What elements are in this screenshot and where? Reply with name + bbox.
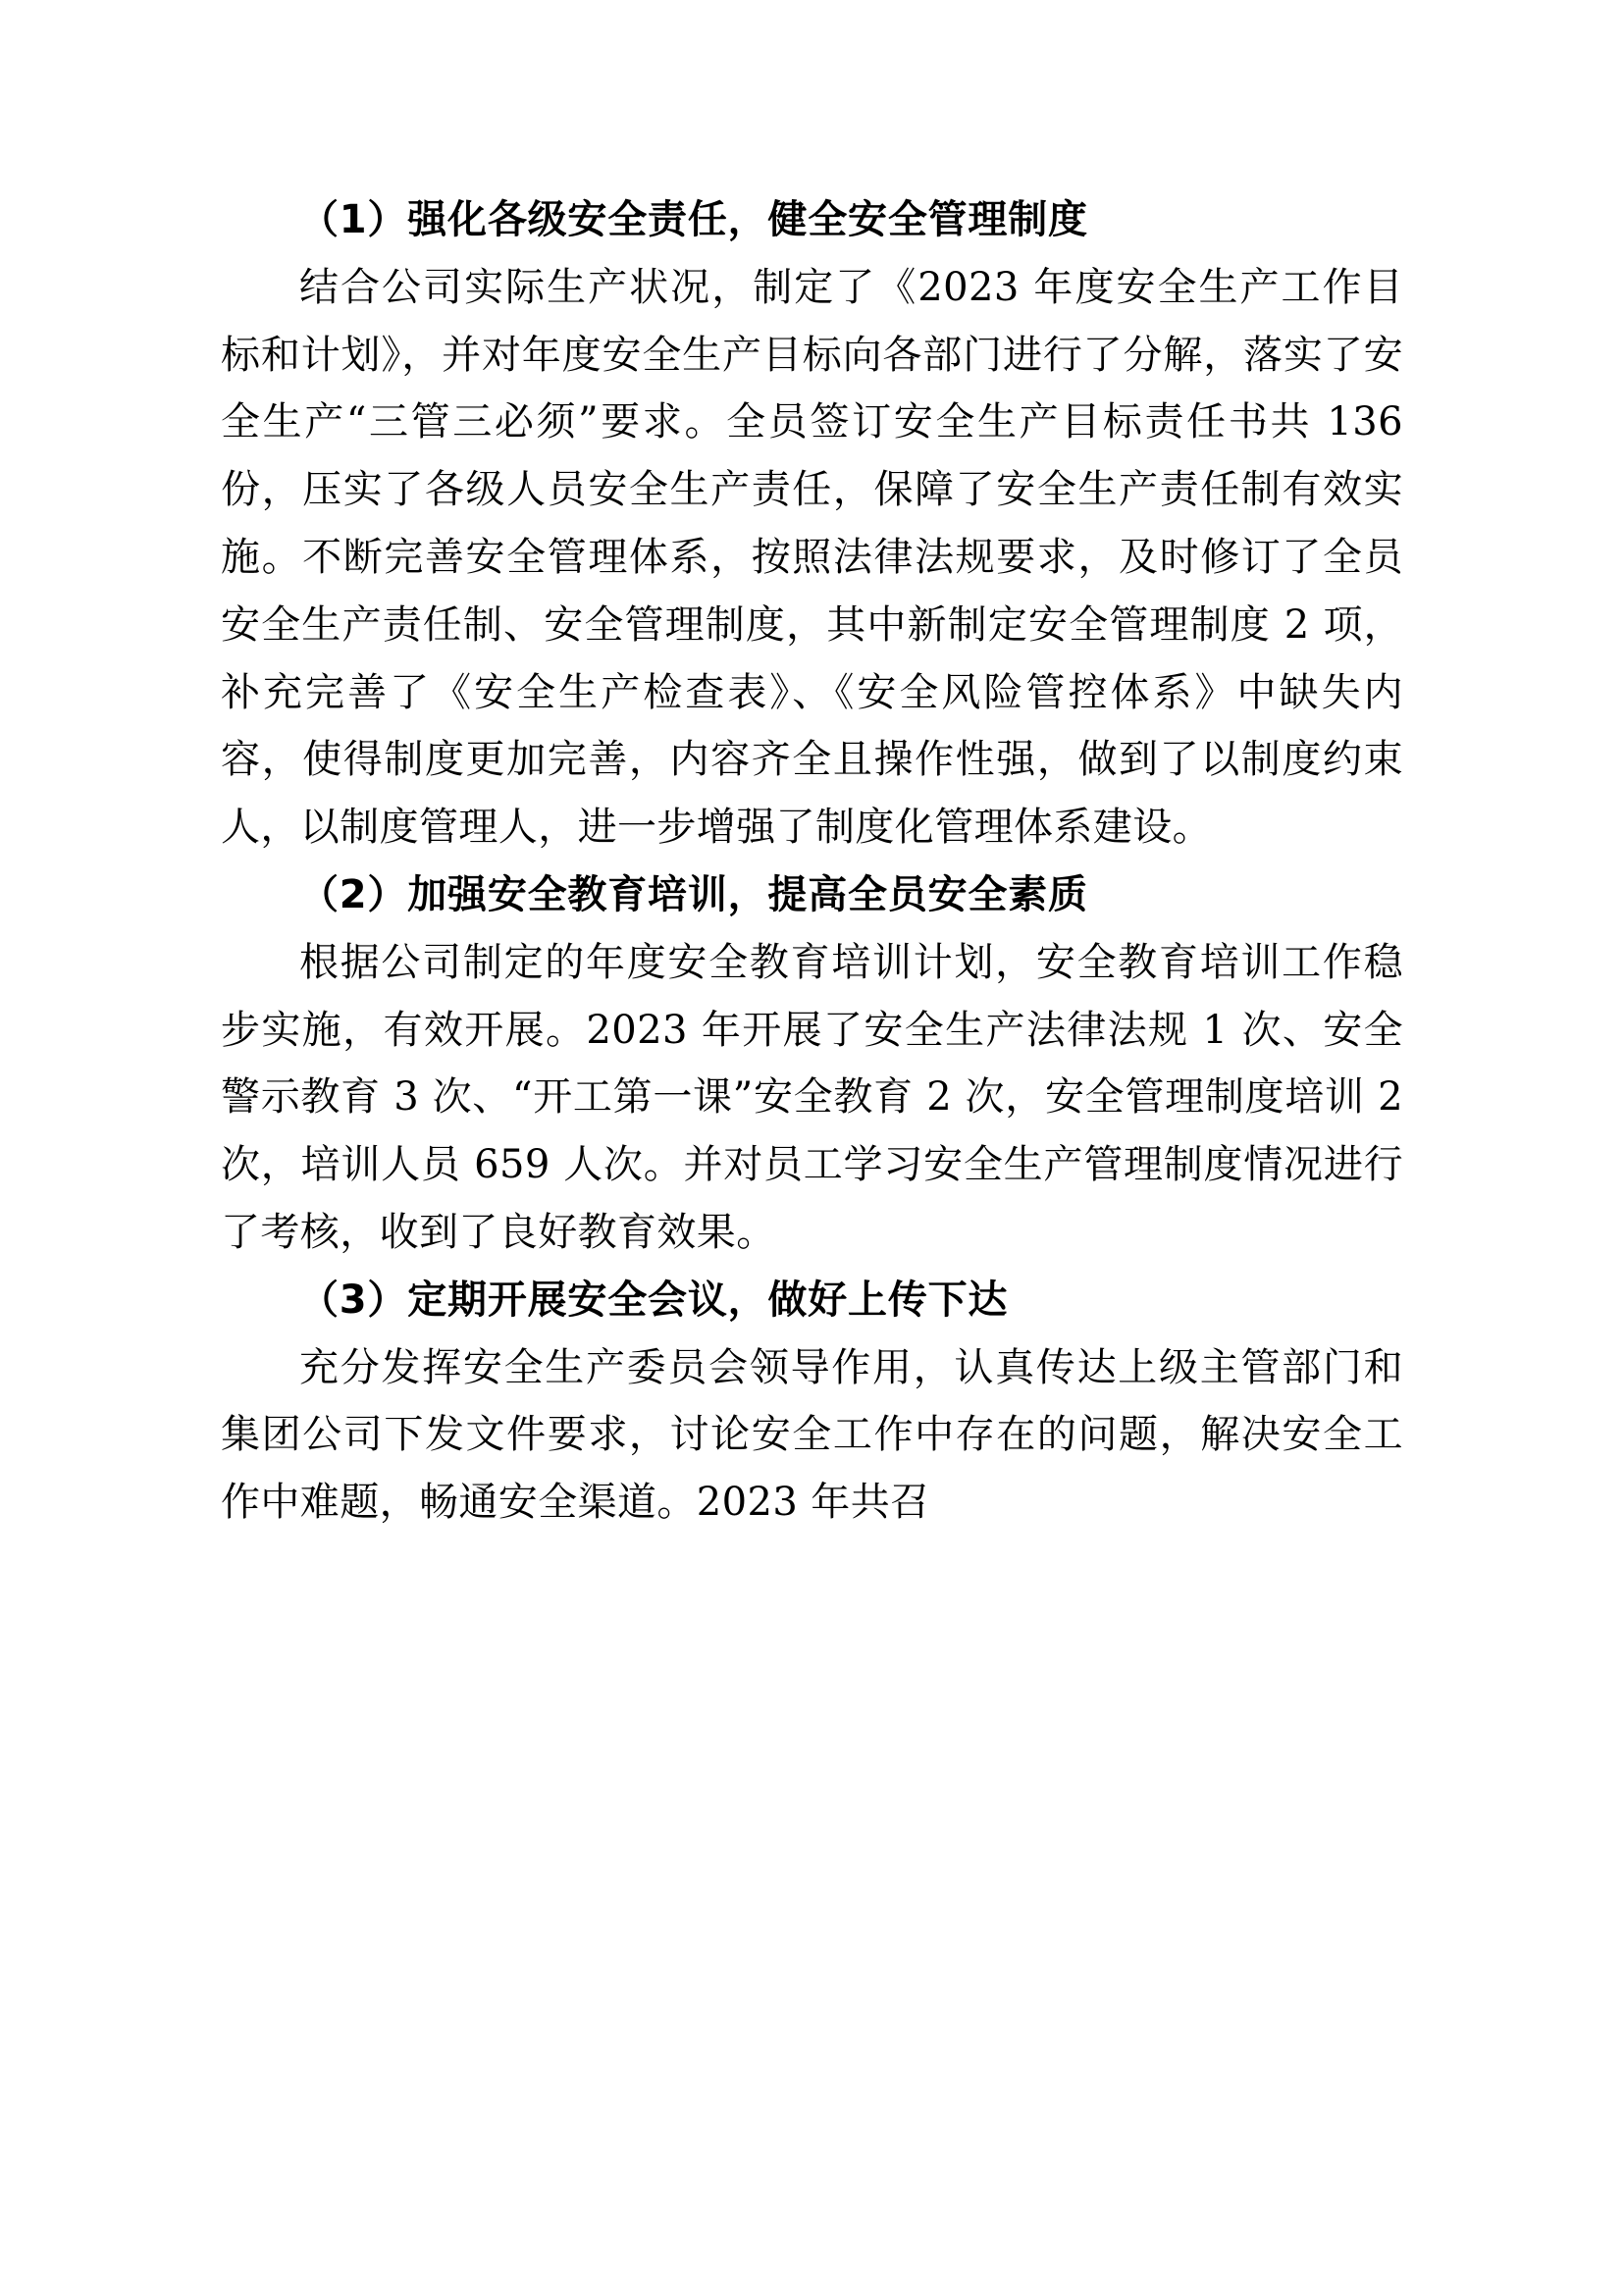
document-body [221,186,1403,1537]
section-heading-3: （3）定期开展安全会议，做好上传下达 [299,1277,1009,1323]
section-heading-1: （1）强化各级安全责任，健全安全管理制度 [299,197,1088,242]
section-paragraph-3: 充分发挥安全生产委员会领导作用，认真传达上级主管部门和集团公司下发文件要求，讨论安全工作中存在的问题，解决安全工作中难题，畅通安全渠道。2023 年共召 [221,1344,1403,1526]
section-heading-2: （2）加强安全教育培训，提高全员安全素质 [299,871,1088,917]
section-paragraph-2: 根据公司制定的年度安全教育培训计划，安全教育培训工作稳步实施，有效开展。2023 年开展了安全生产法律法规 1 次、安全警示教育 3 次、“开工第一课”安全教育 2 次，安全管理制度培训 2 次，培训人员 659 人次。并对员工学习安全生产管理制度情况进行了考核，收到了良好教育效果。 [221,939,1403,1255]
section-paragraph-1: 结合公司实际生产状况，制定了《2023 年度安全生产工作目标和计划》，并对年度安全生产目标向各部门进行了分解，落实了安全生产“三管三必须”要求。全员签订安全生产目标责任书共 136 份，压实了各级人员安全生产责任，保障了安全生产责任制有效实施。不断完善安全管理体系，按照法律法规要求，及时修订了全员安全生产责任制、安全管理制度，其中新制定安全管理制度 2 项，补充完善了《安全生产检查表》、《安全风险管控体系》中缺失内容，使得制度更加完善，内容齐全且操作性强，做到了以制度约束人，以制度管理人，进一步增强了制度化管理体系建设。 [221,264,1403,851]
